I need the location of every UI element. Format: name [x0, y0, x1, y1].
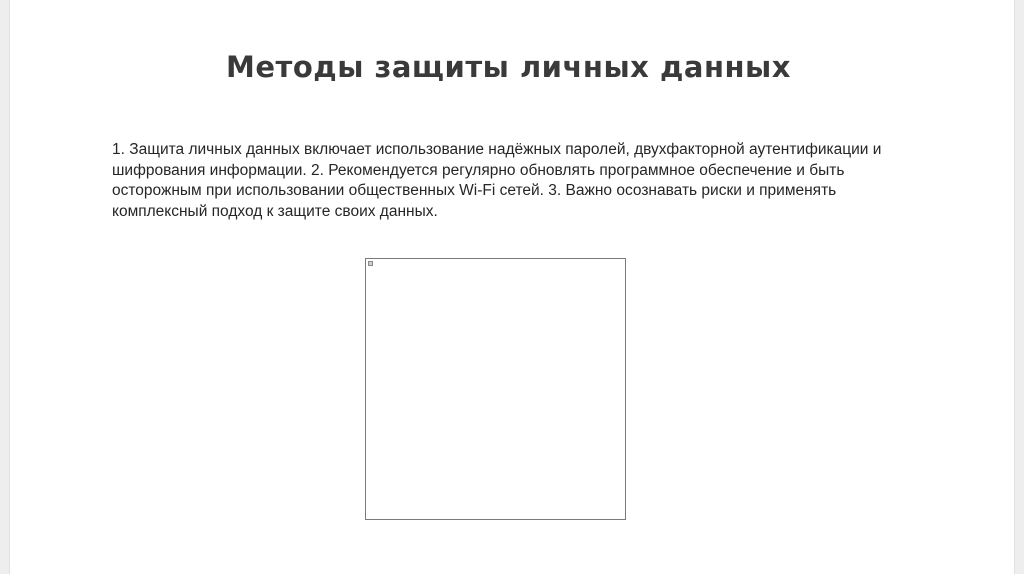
left-edge-divider: [0, 0, 10, 574]
slide-body-text: 1. Защита личных данных включает использование надёжных паролей, двухфакторной аутентификации и шифрования информации. 2. Рекомендуется регулярно обновлять программное обеспечение и быть осторожным при использовании общественных Wi-Fi сетей. 3. Важно осознавать риски и применять комплексный подход к защите своих данных.: [112, 141, 882, 220]
image-placeholder: [365, 258, 626, 520]
slide-title: Методы защиты личных данных: [226, 50, 791, 84]
broken-image-icon: [368, 261, 373, 266]
right-edge-divider: [1014, 0, 1024, 574]
